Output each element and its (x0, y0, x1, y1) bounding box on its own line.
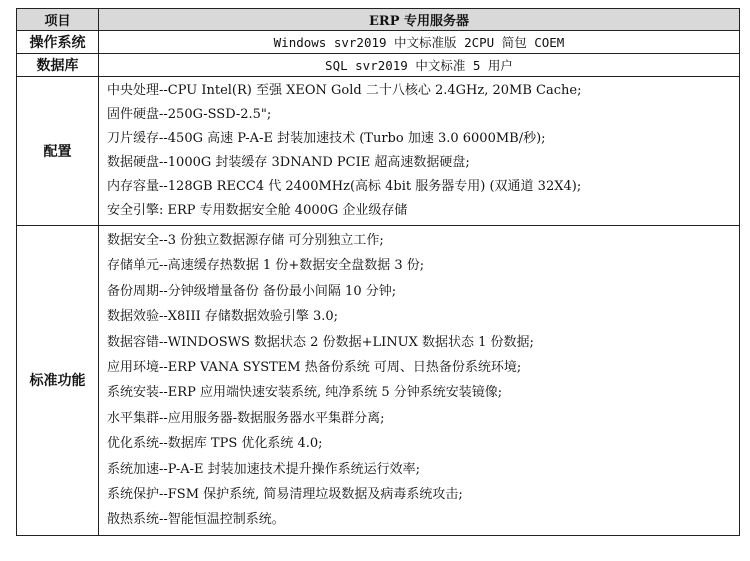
function-line: 数据安全--3 份独立数据源存储 可分别独立工作; (107, 233, 384, 248)
function-line: 系统加速--P-A-E 封装加速技术提升操作系统运行效率; (107, 461, 420, 477)
config-line: 内存容量--128GB RECC4 代 2400MHz(高标 4bit 服务器专用) (双通道 32X4); (107, 179, 582, 194)
os-row (17, 31, 740, 54)
header-row (17, 9, 740, 31)
function-line: 优化系统--数据库 TPS 优化系统 4.0; (107, 436, 323, 452)
spec-table (16, 8, 740, 536)
os-label: 操作系统 (17, 31, 99, 54)
config-line: 刀片缓存--450G 高速 P-A-E 封装加速技术 (Turbo 加速 3.0 6000MB/秒); (107, 131, 546, 146)
os-value: Windows svr2019 中文标准版 2CPU 简包 COEM (273, 35, 565, 50)
function-line: 系统安装--ERP 应用端快速安装系统, 纯净系统 5 分钟系统安装镜像; (107, 385, 503, 401)
function-line: 备份周期--分钟级增量备份 备份最小间隔 10 分钟; (107, 283, 397, 299)
function-line: 数据效验--X8III 存储数据效验引擎 3.0; (107, 309, 339, 325)
function-line: 系统保护--FSM 保护系统, 简易清理垃圾数据及病毒系统攻击; (107, 486, 463, 502)
db-value: SQL svr2019 中文标准 5 用户 (325, 58, 513, 73)
config-line: 数据硬盘--1000G 封装缓存 3DNAND PCIE 超高速数据硬盘; (107, 155, 470, 170)
functions-row (17, 226, 740, 536)
config-line: 安全引擎: ERP 专用数据安全舱 4000G 企业级存储 (107, 203, 408, 218)
db-row (17, 54, 740, 77)
header-value: ERP 专用服务器 (99, 9, 740, 31)
functions-label: 标准功能 (17, 226, 99, 536)
config-line: 固件硬盘--250G-SSD-2.5"; (107, 107, 272, 122)
header-item: 项目 (17, 9, 99, 31)
db-label: 数据库 (17, 54, 99, 77)
config-label: 配置 (17, 77, 99, 226)
function-line: 存储单元--高速缓存热数据 1 份+数据安全盘数据 3 份; (107, 258, 425, 274)
function-line: 散热系统--智能恒温控制系统。 (107, 512, 285, 528)
config-row (17, 77, 740, 226)
config-lines (99, 77, 740, 226)
config-line: 中央处理--CPU Intel(R) 至强 XEON Gold 二十八核心 2.4GHz, 20MB Cache; (107, 83, 582, 98)
functions-lines (99, 226, 740, 536)
function-line: 数据容错--WINDOSWS 数据状态 2 份数据+LINUX 数据状态 1 份数据; (107, 334, 534, 350)
function-line: 应用环境--ERP VANA SYSTEM 热备份系统 可周、日热备份系统环境; (107, 359, 522, 375)
function-line: 水平集群--应用服务器-数据服务器水平集群分离; (107, 410, 385, 426)
